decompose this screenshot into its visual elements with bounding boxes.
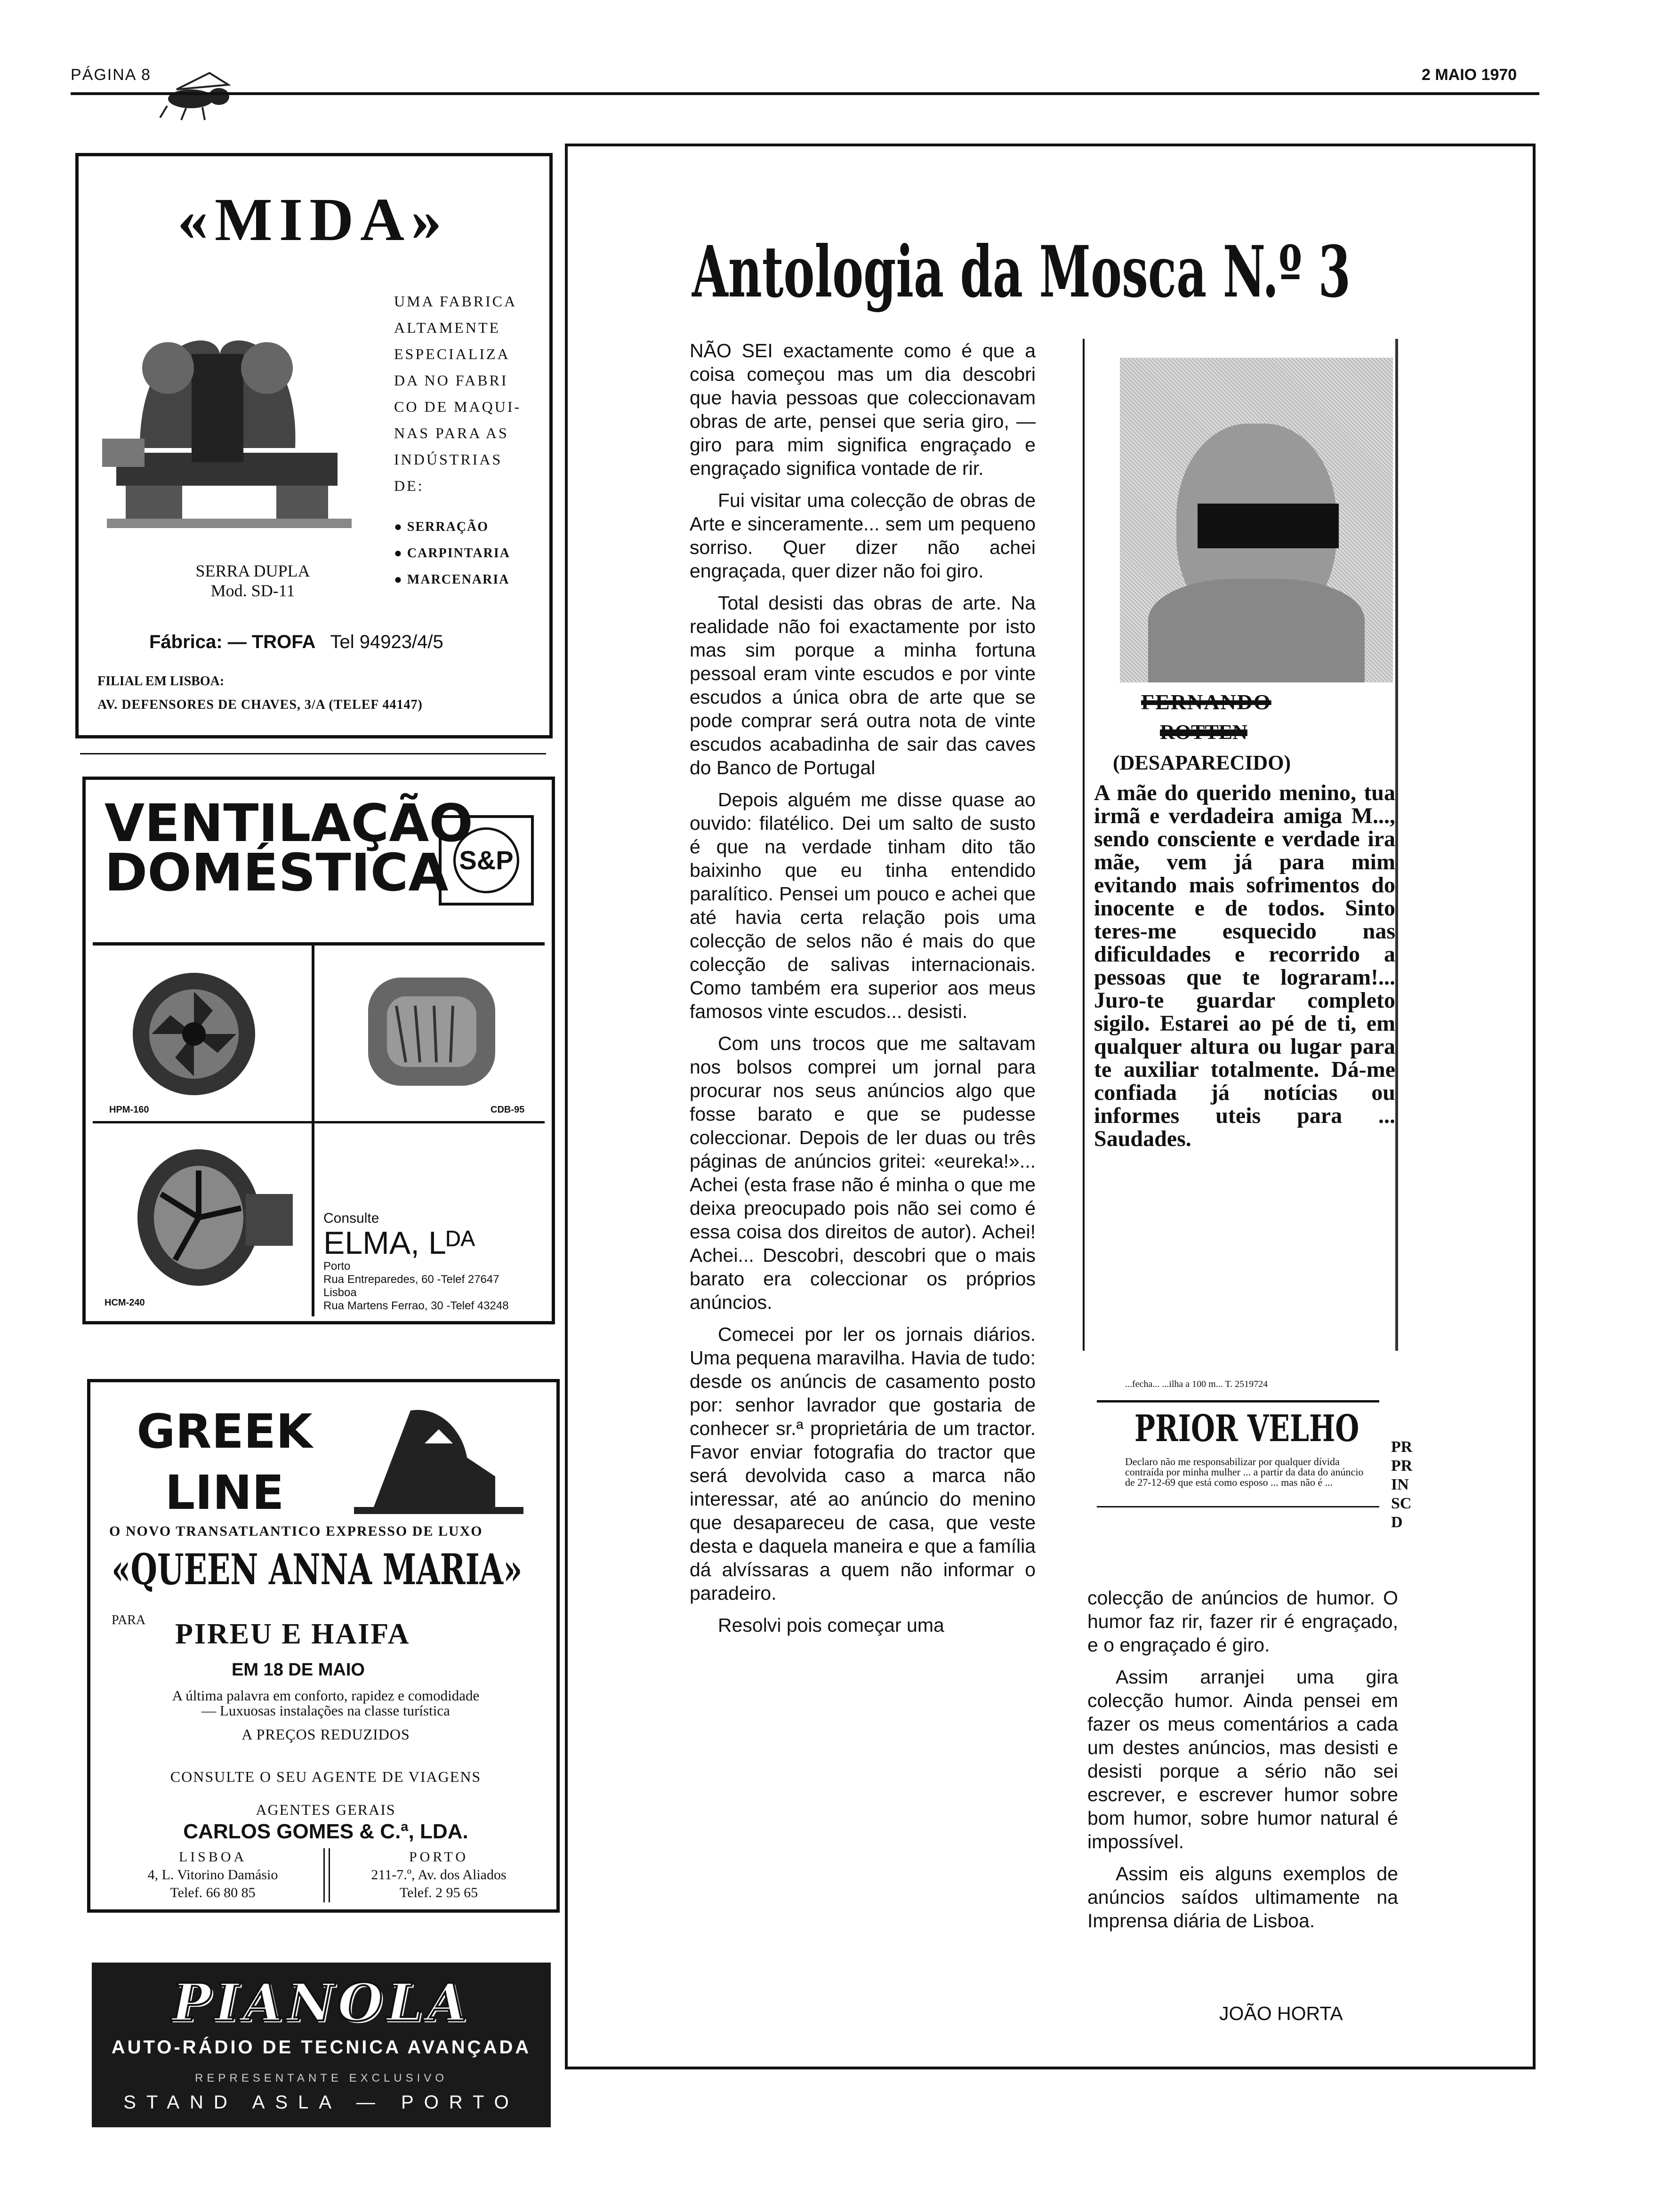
clip-fragment: ...fecha... ...ilha a 100 m... T. 2519724 <box>1125 1379 1268 1389</box>
paragraph: Total desisti das obras de arte. Na realidade não foi exactamente por isto mas sim porque a minha fortuna pessoal eram vinte escudos e por vinte escudos a única obra de arte que se pode comprar será outra nota de vinte escudos acabadinha de sair das caves do Banco de Portugal <box>690 592 1036 778</box>
mida-service: ● SERRAÇÃO <box>394 520 489 534</box>
office-address: 4, L. Vitorino Damásio <box>147 1867 278 1883</box>
mida-branch-address: AV. DEFENSORES DE CHAVES, 3/A (TELEF 44147) <box>97 697 423 712</box>
mida-tagline-line: UMA FABRICA <box>394 293 517 310</box>
clip-fragment: PR <box>1391 1457 1413 1475</box>
paragraph: NÃO SEI exactamente como é que a coisa começou mas um dia descobri que havia pessoas que coleccionavam obras de arte, pensei que seria giro, — giro para mim significa engraçado e engraçado significa vontade de rir. <box>690 340 1036 479</box>
machine-model: Mod. SD-11 <box>210 581 295 600</box>
greek-line-para: PARA <box>112 1613 146 1627</box>
author: JOÃO HORTA <box>1219 2003 1343 2024</box>
office-phone: Telef. 2 95 65 <box>399 1885 478 1900</box>
paragraph: Assim arranjei uma gira colecção humor. Ainda pensei em fazer os meus comentários a cada um destes anúncios, mas desisti e desisti porque a sério não sei escrever, e escrever humor sobre bom humor, sobre humor natural é impossível. <box>1087 1666 1398 1852</box>
ad-ventilacao <box>82 777 555 1324</box>
prior-velho-text: Declaro não me responsabilizar por qualquer dívida contraída por minha mulher ... a partir da data do anúncio de 27-12-69 que está como esposo ... mas não é ... <box>1125 1456 1364 1488</box>
clipping-missing-person <box>1083 339 1400 1351</box>
mida-tagline-line: NAS PARA AS <box>394 425 509 441</box>
paragraph: Comecei por ler os jornais diários. Uma pequena maravilha. Havia de tudo: desde os anúncis de casamento posto por: senhor lavrador que gostaria de conhecer sr.ª proprietária de um tractor. Favor enviar fotografia do tractor que será devolvida caso a marca não interessar, até ao anúncio do menino que desapareceu de casa, que veste desta e daquela maneira e que a família dá alvíssaras a quem não informar o paradeiro. <box>690 1323 1036 1604</box>
page-label: PÁGINA 8 <box>71 66 151 84</box>
ventilacao-title-1: VENTILAÇÃO <box>105 793 473 853</box>
fan-model-2: CDB-95 <box>491 1105 525 1115</box>
prior-velho-title: PRIOR VELHO <box>1134 1407 1359 1450</box>
paragraph: Fui visitar uma colecção de obras de Arte e sinceramente... sem um pequeno sorriso. Quer dizer não achei engraçada, quer dizer não foi giro. <box>690 489 1036 582</box>
pianola-stand: STAND ASLA — PORTO <box>123 2092 519 2113</box>
mida-title: «MIDA» <box>177 186 449 254</box>
agent-company: CARLOS GOMES & C.ª, LDA. <box>183 1820 468 1843</box>
mida-factory-label: Fábrica: — TROFA <box>149 632 316 652</box>
missing-text: A mãe do querido menino, tua irmã e verdadeira amiga M..., sendo consciente e verdade ira mãe, vem já para mim evitando mais sofrimentos do inocente e de todos. Sinto teres-me esquecido nas dificuldades e recorrido a pessoas que te lograram!... Juro-te guardar completo sigilo. Estarei ao pé de ti, em qualquer altura ou lugar para te auxiliar totalmente. Dá-me confiada já notícias ou informes uteis para ... Saudades. <box>1094 780 1395 1151</box>
paragraph: Resolvi pois começar uma <box>718 1614 944 1636</box>
comfort-line: A última palavra em conforto, rapidez e comodidade <box>172 1687 480 1704</box>
fly-icon <box>158 71 252 122</box>
mida-tagline-line: CO DE MAQUI- <box>394 398 522 415</box>
office-address: 211-7.º, Av. dos Aliados <box>371 1867 507 1883</box>
mida-service: ● MARCENARIA <box>394 572 510 587</box>
departure-date: EM 18 DE MAIO <box>232 1660 365 1680</box>
comfort-line: — Luxuosas instalações na classe turística <box>201 1702 450 1719</box>
elma-company: ELMA, Lᴰᴬ <box>323 1225 475 1261</box>
greek-line-title-2: LINE <box>165 1465 284 1520</box>
fan-image <box>119 968 269 1105</box>
elma-city: Lisboa <box>323 1286 357 1299</box>
divider <box>80 753 546 754</box>
ad-greek-line <box>87 1379 560 1913</box>
missing-surname: ROTTEN <box>1160 721 1247 744</box>
clipping-prior-velho <box>1097 1379 1384 1558</box>
mida-tagline-line: DA NO FABRI <box>394 372 508 389</box>
header-rule <box>71 92 1539 95</box>
missing-name: FERNANDO <box>1141 690 1271 714</box>
pianola-subtitle: AUTO-RÁDIO DE TECNICA AVANÇADA <box>111 2037 531 2058</box>
clip-fragment: IN <box>1391 1476 1409 1493</box>
ship-name: «QUEEN ANNA MARIA» <box>112 1545 523 1595</box>
mida-service: ● CARPINTARIA <box>394 546 510 561</box>
paragraph: Assim eis alguns exemplos de anúncios saídos ultimamente na Imprensa diária de Lisboa. <box>1087 1863 1398 1931</box>
sp-logo: S&P <box>453 827 519 893</box>
article-column-1 <box>690 339 1036 1645</box>
issue-date: 2 MAIO 1970 <box>1422 66 1517 84</box>
fan-image <box>354 968 509 1100</box>
mida-branch-label: FILIAL EM LISBOA: <box>97 674 225 689</box>
elma-address: Rua Entreparedes, 60 -Telef 27647 <box>323 1273 499 1286</box>
agents-label: AGENTES GERAIS <box>256 1801 396 1818</box>
office-city: PORTO <box>409 1849 468 1865</box>
clip-fragment: D <box>1391 1514 1403 1531</box>
eye-censor-bar <box>1198 504 1339 548</box>
paragraph: Com uns trocos que me saltavam nos bolsos comprei um jornal para procurar nos seus anúncios algo que fosse barato e que se pudesse coleccionar. Depois de ler duas ou três páginas de anúncios gritei: «eureka!»... Achei (esta frase não é minha o que me deixa preocupado pois não sei como é essa coisa dos direitos de autor). Achei! Achei... Descobri, descobri que o mais barato era coleccionar os próprios anúncios. <box>690 1033 1036 1313</box>
mida-tagline-line: ALTAMENTE <box>394 319 501 336</box>
office-phone: Telef. 66 80 85 <box>170 1885 256 1900</box>
greek-line-title-1: GREEK <box>137 1404 313 1459</box>
elma-consult: Consulte <box>323 1210 379 1226</box>
portrait-photo <box>1120 358 1393 682</box>
consult-agent: CONSULTE O SEU AGENTE DE VIAGENS <box>170 1768 482 1785</box>
ship-logo-image <box>354 1401 523 1514</box>
pianola-title: PIANOLA <box>172 1972 471 2033</box>
machine-caption: SERRA DUPLA <box>195 561 310 580</box>
fan-image <box>123 1138 302 1293</box>
mida-tagline-line: DE: <box>394 477 424 494</box>
ventilacao-title-2: DOMÉSTICA <box>105 842 449 903</box>
sp-logo-box <box>439 815 534 906</box>
greek-line-subtitle: O NOVO TRANSATLANTICO EXPRESSO DE LUXO <box>109 1523 483 1539</box>
office-city: LISBOA <box>178 1849 247 1865</box>
destination: PIREU E HAIFA <box>175 1618 410 1650</box>
article-column-2 <box>1087 1586 1398 1941</box>
missing-status: (DESAPARECIDO) <box>1113 751 1291 774</box>
mida-factory-tel: Tel 94923/4/5 <box>330 632 443 652</box>
paragraph: colecção de anúncios de humor. O humor faz rir, fazer rir é engraçado, e o engraçado é giro. <box>1087 1587 1398 1656</box>
article-title: Antologia da Mosca N.º 3 <box>692 231 1351 313</box>
mida-tagline-line: INDÚSTRIAS <box>394 451 503 468</box>
clip-fragment: SC <box>1391 1495 1412 1512</box>
ad-pianola <box>92 1963 551 2127</box>
elma-address: Rua Martens Ferrao, 30 -Telef 43248 <box>323 1299 509 1312</box>
fan-model-1: HPM-160 <box>109 1105 149 1115</box>
band-saw-machine-image <box>97 297 361 542</box>
paragraph: Depois alguém me disse quase ao ouvido: filatélico. Dei um salto de susto é que na verdade tinham dito tão baixinho que eu tinha entendido paralítico. Pensei um pouco e achei que até havia certa relação pois uma colecção de selos não é mais do que colecção de salivas internacionais. Como também era superior aos meus famosos vinte escudos... desisti. <box>690 789 1036 1022</box>
clip-fragment: PR <box>1391 1438 1413 1456</box>
ad-mida <box>75 153 553 738</box>
fan-model-3: HCM-240 <box>105 1298 145 1308</box>
prices-label: A PREÇOS REDUZIDOS <box>241 1726 410 1743</box>
elma-city: Porto <box>323 1260 351 1273</box>
mida-tagline-line: ESPECIALIZA <box>394 345 510 362</box>
pianola-rep: REPRESENTANTE EXCLUSIVO <box>195 2072 448 2084</box>
